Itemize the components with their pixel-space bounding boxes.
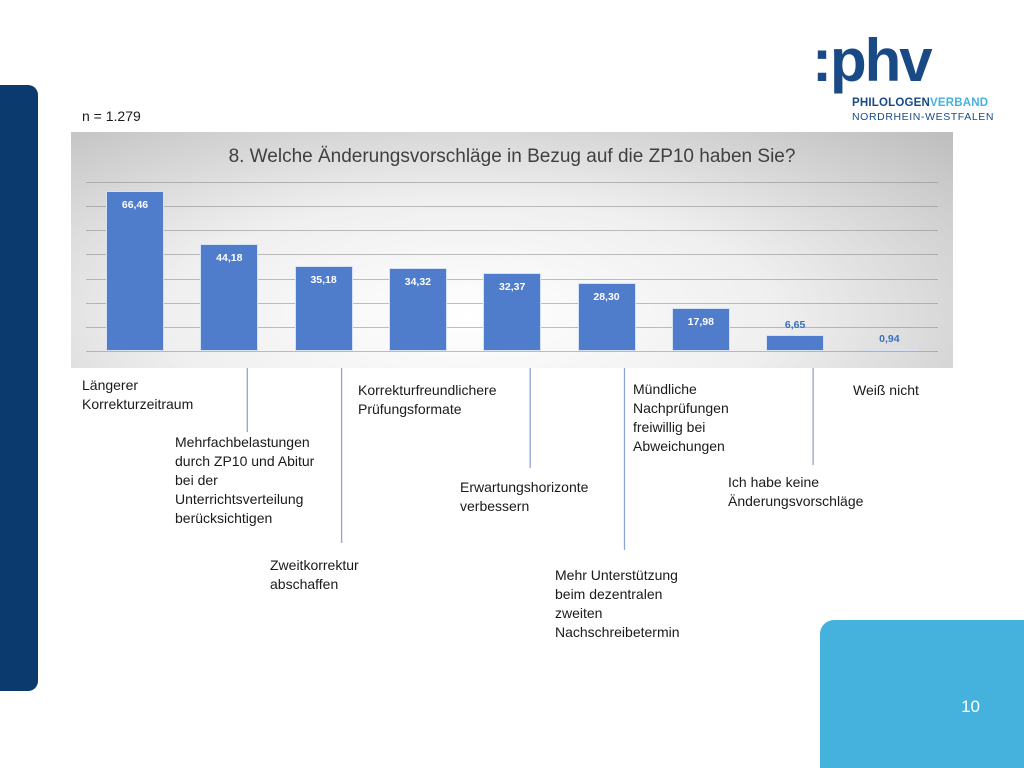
bar-data-label: 66,46	[121, 198, 149, 211]
bar	[860, 349, 918, 351]
category-label: Korrekturfreundlichere Prüfungsformate	[358, 382, 497, 417]
corner-box	[820, 620, 1024, 768]
gridline	[86, 230, 938, 231]
logo-line-1	[852, 97, 988, 109]
left-accent-bar	[0, 85, 38, 691]
chart-title: 8. Welche Änderungsvorschläge in Bezug auf die ZP10 haben Sie?	[228, 146, 796, 167]
bar-data-label: 28,30	[593, 290, 620, 303]
bar	[672, 308, 730, 351]
category-label: Erwartungshorizonte verbessern	[460, 479, 589, 514]
gridline	[86, 182, 938, 183]
logo-line-2: NORDRHEIN-WESTFALEN	[852, 111, 995, 123]
category-label: Zweitkorrektur abschaffen	[270, 557, 359, 592]
bar	[766, 335, 824, 351]
sample-size: n = 1.279	[82, 108, 141, 124]
category-label: Mehrfachbelastungen durch ZP10 und Abitur bei der Unterrichtsverteilung berücksichtigen	[175, 434, 315, 526]
bar-data-label: 35,18	[310, 274, 337, 287]
bar-data-label: 17,98	[687, 315, 714, 328]
phv-logo	[812, 27, 995, 129]
gridline	[86, 206, 938, 207]
page-number: 10	[961, 697, 980, 716]
chart-panel	[71, 132, 953, 368]
bar-data-label: 6,65	[784, 318, 806, 331]
bar	[106, 191, 164, 351]
category-label: Längerer Korrekturzeitraum	[82, 377, 194, 412]
bar-data-label: 34,32	[404, 276, 432, 289]
gridline	[86, 351, 938, 352]
bar-data-label: 32,37	[499, 280, 526, 293]
category-label: Ich habe keine Änderungsvorschläge	[728, 474, 864, 509]
category-label: Weiß nicht	[853, 382, 919, 398]
logo-mark: :phv	[812, 27, 931, 94]
bar-data-label: 44,18	[216, 252, 243, 265]
bar-data-label: 0,94	[879, 332, 900, 345]
category-label: Mehr Unterstützung beim dezentralen zweiten Nachschreibetermin	[555, 567, 680, 640]
logo-line-1-part-2: VERBAND	[930, 97, 989, 109]
logo-line-1-part-1: PHILOLOGEN	[852, 97, 931, 109]
category-label: Mündliche Nachprüfungen freiwillig bei Abweichungen	[633, 381, 729, 454]
